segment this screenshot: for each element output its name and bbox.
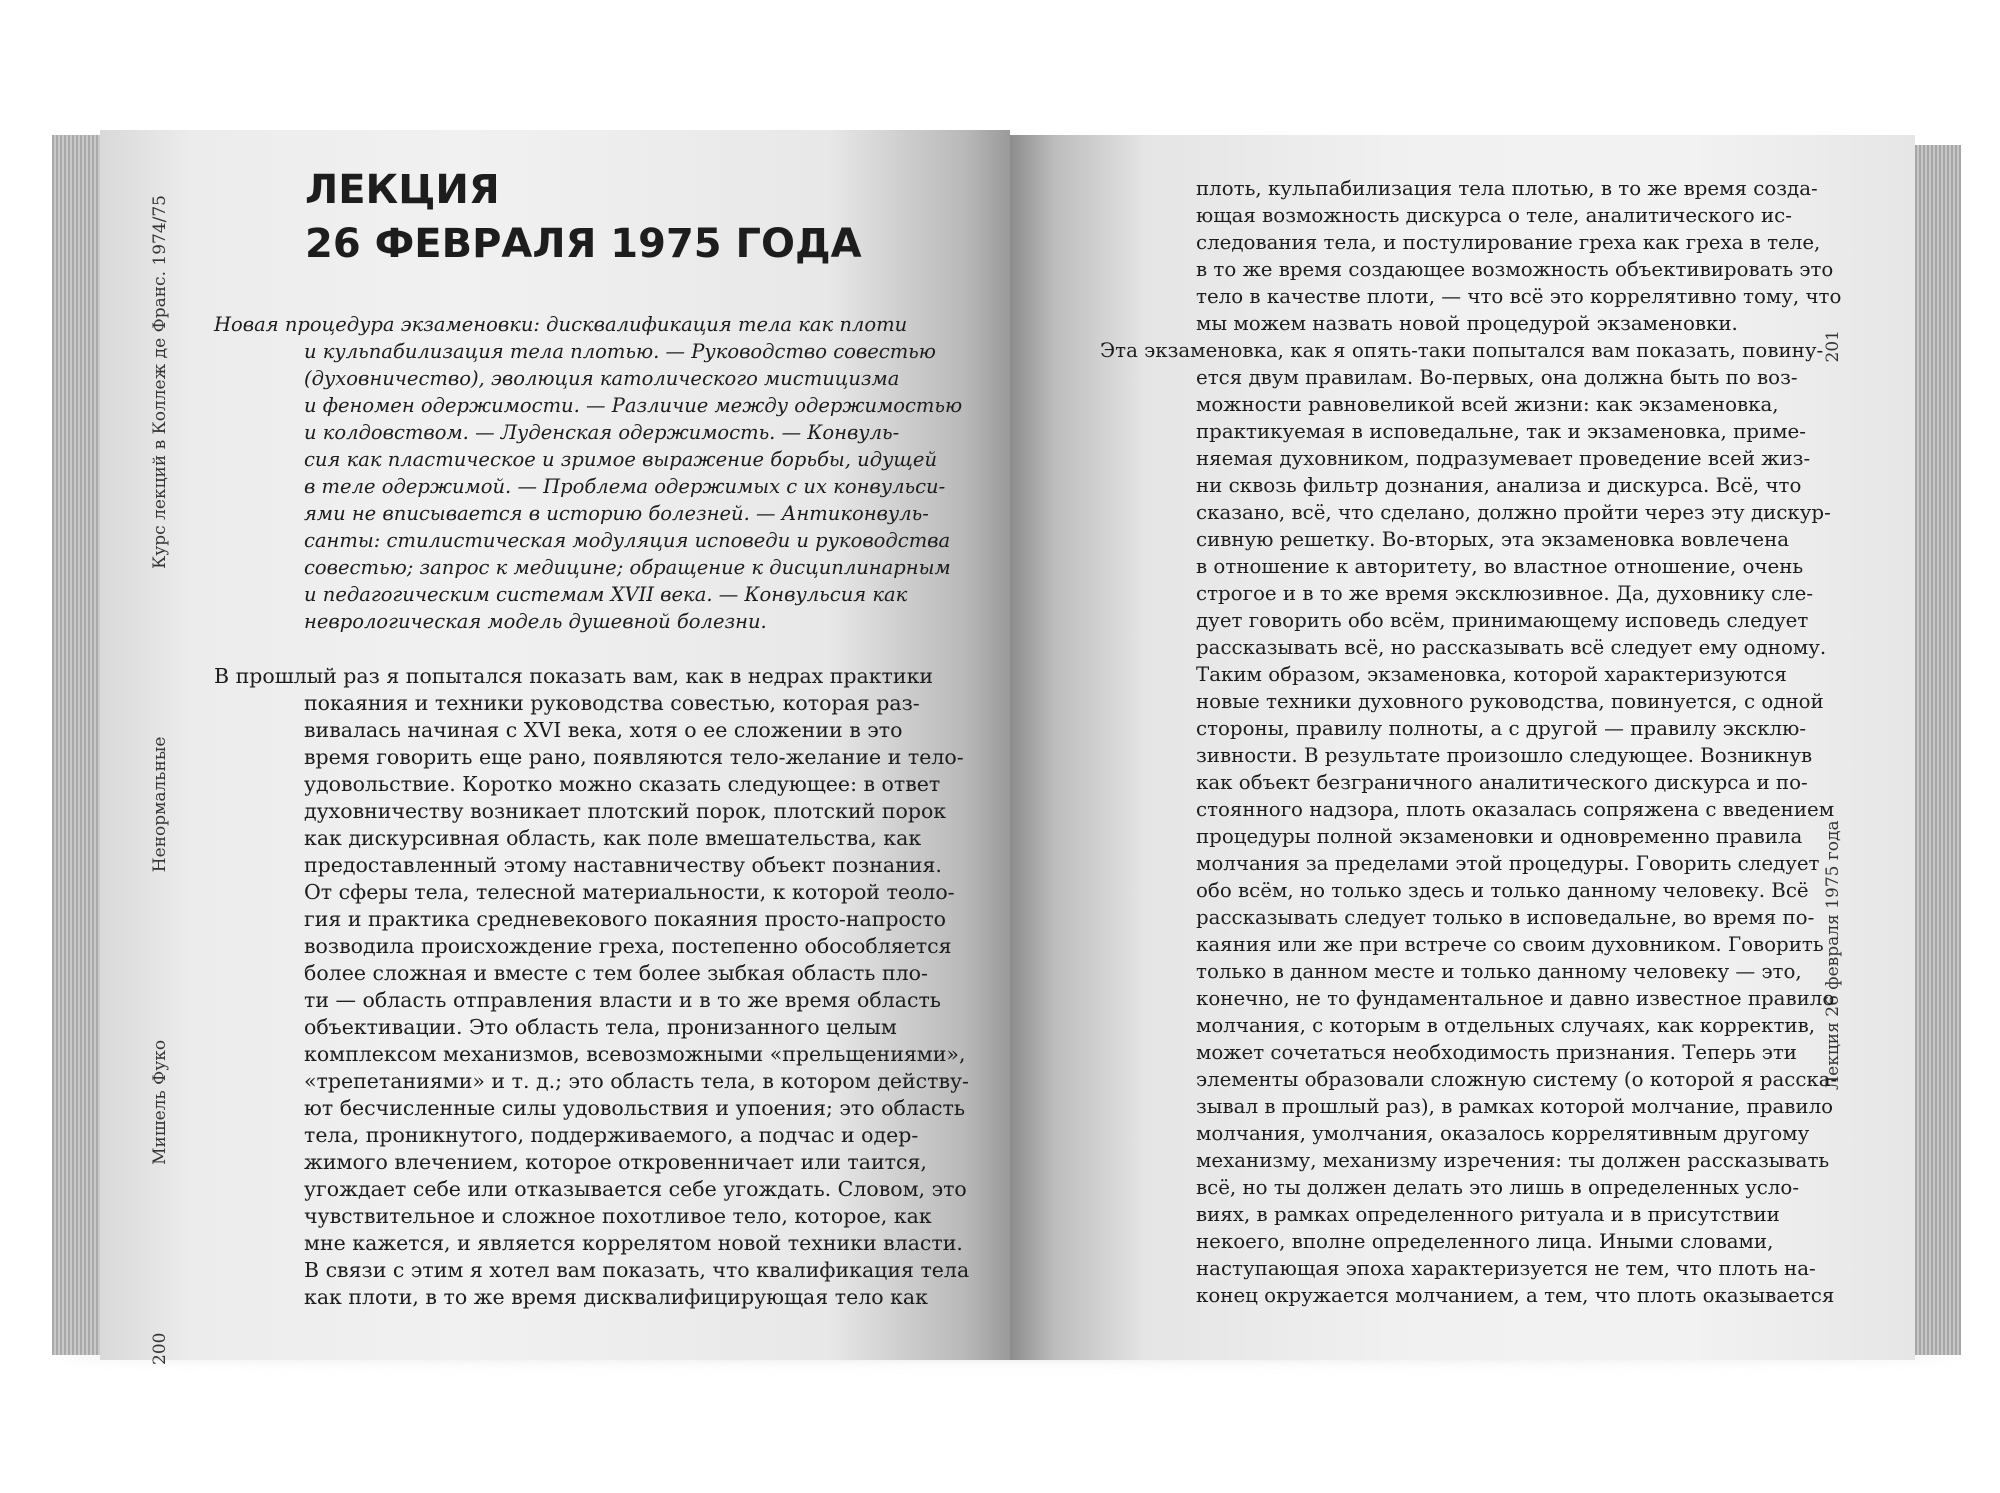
page-number-right: 201	[1823, 330, 1843, 363]
text-line: время говорить еще рано, появляются тело-желание и тело-	[304, 745, 964, 769]
book-title: Ненормальные	[150, 736, 170, 873]
text-line: и педагогическим системам XVII века. — Конвульсия как	[304, 583, 908, 606]
text-line: объективации. Это область тела, пронизанного целым	[304, 1015, 897, 1039]
text-line: конец окружается молчанием, а тем, что плоть оказывается	[1196, 1284, 1835, 1307]
running-head-right: Лекция 26 февраля 1975 года	[1823, 820, 1843, 1090]
text-line: рассказывать всё, но рассказывать всё следует ему одному.	[1196, 636, 1827, 659]
text-line: комплексом механизмов, всевозможными «прельщениями»,	[304, 1042, 966, 1066]
text-line: зывал в прошлый раз), в рамках которой молчание, правило	[1196, 1095, 1834, 1118]
text-line: возводила происхождение греха, постепенно обособляется	[304, 934, 952, 958]
text-line: сказано, всё, что сделано, должно пройти через эту дискур-	[1196, 501, 1831, 524]
text-line: тело в качестве плоти, — что всё это коррелятивно тому, что	[1196, 285, 1842, 308]
text-line: как дискурсивная область, как поле вмешательства, как	[304, 826, 922, 850]
text-line: наступающая эпоха характеризуется не тем, что плоть на-	[1196, 1257, 1816, 1280]
text-line: зивности. В результате произошло следующее. Возникнув	[1196, 744, 1813, 767]
text-line: От сферы тела, телесной материальности, к которой теоло-	[304, 880, 955, 904]
text-line: рассказывать следует только в исповедальне, во время по-	[1196, 906, 1815, 929]
author-name: Мишель Фуко	[150, 1039, 170, 1165]
text-line: строгое и в то же время эксклюзивное. Да, духовнику сле-	[1196, 582, 1814, 605]
text-line: мы можем назвать новой процедурой экзаменовки.	[1196, 312, 1738, 335]
text-line: мне кажется, и является коррелятом новой техники власти.	[304, 1231, 963, 1255]
text-line: няемая духовником, подразумевает проведение всей жиз-	[1196, 447, 1811, 470]
text-line: в то же время создающее возможность объективировать это	[1196, 258, 1834, 281]
text-line: элементы образовали сложную систему (о которой я расска-	[1196, 1068, 1838, 1091]
text-line: как объект безграничного аналитического дискурса и по-	[1196, 771, 1808, 794]
text-line: только в данном месте и только данному человеку — это,	[1196, 960, 1802, 983]
text-line: чувствительное и сложное похотливое тело, которое, как	[304, 1204, 932, 1228]
text-line: духовничеству возникает плотский порок, плотский порок	[304, 799, 947, 823]
text-line: «трепетаниями» и т. д.; это область тела, в котором действу-	[304, 1069, 969, 1093]
text-line: ни сквозь фильтр дознания, анализа и дискурса. Всё, что	[1196, 474, 1802, 497]
lecture-heading	[305, 163, 862, 271]
text-line: может сочетаться необходимость признания. Теперь эти	[1196, 1041, 1797, 1064]
page-number-left: 200	[150, 1332, 170, 1365]
text-line: более сложная и вместе с тем более зыбкая область пло-	[304, 961, 928, 985]
text-line: сия как пластическое и зримое выражение борьбы, идущей	[304, 448, 938, 471]
left-margin-header	[150, 195, 170, 1365]
text-line: тела, проникнутого, поддерживаемого, а подчас и одер-	[304, 1123, 919, 1147]
text-line: удовольствие. Коротко можно сказать следующее: в ответ	[304, 772, 941, 796]
text-line: конечно, не то фундаментальное и давно известное правило	[1196, 987, 1835, 1010]
text-line: молчания, умолчания, оказалось коррелятивным другому	[1196, 1122, 1810, 1145]
text-line: ти — область отправления власти и в то же время область	[304, 988, 941, 1012]
text-line: дует говорить обо всём, принимающему исповедь следует	[1196, 609, 1809, 632]
heading-line-2: 26 ФЕВРАЛЯ 1975 ГОДА	[305, 221, 862, 267]
text-line: молчания за пределами этой процедуры. Говорить следует	[1196, 852, 1820, 875]
text-line: санты: стилистическая модуляция исповеди и руководства	[304, 529, 951, 552]
text-line: ется двум правилам. Во-первых, она должна быть по воз-	[1196, 366, 1798, 389]
text-line: совестью; запрос к медицине; обращение к дисциплинарным	[304, 556, 951, 579]
text-line: стоянного надзора, плоть оказалась сопряжена с введением	[1196, 798, 1835, 821]
text-line: ют бесчисленные силы удовольствия и упоения; это область	[304, 1096, 966, 1120]
text-line: всё, но ты должен делать это лишь в определенных усло-	[1196, 1176, 1800, 1199]
text-line: ющая возможность дискурса о теле, аналитического ис-	[1196, 204, 1792, 227]
text-line: можности равновеликой всей жизни: как экзаменовка,	[1196, 393, 1779, 416]
text-line: предоставленный этому наставничеству объект познания.	[304, 853, 942, 877]
text-line: неврологическая модель душевной болезни.	[304, 610, 767, 633]
text-line: некоего, вполне определенного лица. Иными словами,	[1196, 1230, 1774, 1253]
lecture-summary	[214, 311, 962, 635]
running-head-left: Курс лекций в Коллеж де Франс. 1974/75	[150, 195, 170, 569]
text-line: как плоти, в то же время дисквалифицирующая тело как	[304, 1285, 928, 1309]
text-line: ями не вписывается в историю болезней. — Антиконвуль-	[304, 502, 929, 525]
text-line: в теле одержимой. — Проблема одержимых с их конвульси-	[304, 475, 946, 498]
text-line: Эта экзаменовка, как я опять-таки попытался вам показать, повину-	[1100, 339, 1824, 362]
text-line: и колдовством. — Луденская одержимость. — Конвуль-	[304, 421, 900, 444]
text-line: гия и практика средневекового покаяния просто-напросто	[304, 907, 947, 931]
text-line: обо всём, но только здесь и только данному человеку. Всё	[1196, 879, 1809, 902]
text-line: виях, в рамках определенного ритуала и в присутствии	[1196, 1203, 1780, 1226]
text-line: в отношение к авторитету, во властное отношение, очень	[1196, 555, 1804, 578]
text-line: (духовничество), эволюция католического мистицизма	[304, 367, 900, 390]
text-line: В прошлый раз я попытался показать вам, как в недрах практики	[214, 664, 934, 688]
text-line: жимого влечением, которое откровенничает или таится,	[304, 1150, 927, 1174]
text-line: молчания, с которым в отдельных случаях, как корректив,	[1196, 1014, 1815, 1037]
text-line: практикуемая в исповедальне, так и экзаменовка, приме-	[1196, 420, 1806, 443]
text-line: покаяния и техники руководства совестью, которая раз-	[304, 691, 920, 715]
text-line: механизму, механизму изречения: ты должен рассказывать	[1196, 1149, 1830, 1172]
text-line: В связи с этим я хотел вам показать, что квалификация тела	[304, 1258, 970, 1282]
text-line: сивную решетку. Во-вторых, эта экзаменовка вовлечена	[1196, 528, 1790, 551]
text-line: стороны, правилу полноты, а с другой — правилу эксклю-	[1196, 717, 1807, 740]
text-line: плоть, кульпабилизация тела плотью, в то же время созда-	[1196, 177, 1818, 200]
heading-line-1: ЛЕКЦИЯ	[305, 167, 500, 213]
text-line: и кульпабилизация тела плотью. — Руководство совестью	[304, 340, 936, 363]
text-line: следования тела, и постулирование греха как греха в теле,	[1196, 231, 1821, 254]
right-body-text	[1100, 175, 1841, 1309]
text-line: угождает себе или отказывается себе угождать. Словом, это	[304, 1177, 967, 1201]
text-line: Новая процедура экзаменовки: дисквалификация тела как плоти	[214, 313, 908, 336]
text-line: каяния или же при встрече со своим духовником. Говорить	[1196, 933, 1824, 956]
left-body-text	[214, 663, 969, 1311]
text-line: вивалась начиная с XVI века, хотя о ее сложении в это	[304, 718, 903, 742]
text-line: Таким образом, экзаменовка, которой характеризуются	[1196, 663, 1787, 686]
text-line: новые техники духовного руководства, повинуется, с одной	[1196, 690, 1824, 713]
text-line: процедуры полной экзаменовки и одновременно правила	[1196, 825, 1803, 848]
text-line: и феномен одержимости. — Различие между одержимостью	[304, 394, 963, 417]
